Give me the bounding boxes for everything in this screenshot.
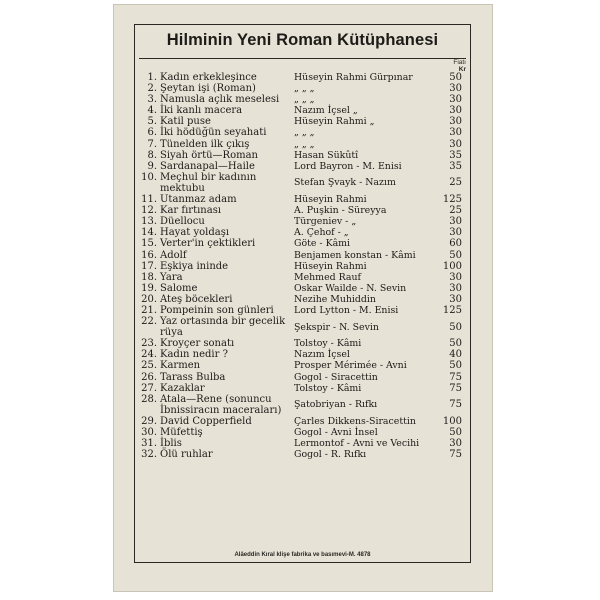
book-row [135,283,470,294]
book-row [135,116,470,127]
book-number: 12. [141,205,157,217]
book-price: 35 [449,149,462,161]
book-number: 15. [141,238,157,250]
book-author: Hüseyin Rahmi [294,194,367,206]
book-number: 24. [141,349,157,361]
book-title: Namusla açlık meselesi [160,94,280,106]
book-price: 30 [449,94,462,106]
book-author: Çarles Dikkens-Siracettin [294,415,416,427]
book-author: Oskar Wailde - N. Sevin [294,282,407,294]
book-number: 7. [147,138,157,150]
book-price: 30 [449,282,462,294]
book-row [135,139,470,150]
book-number: 11. [141,194,157,206]
book-number: 27. [141,382,157,394]
book-title: Hayat yoldaşı [160,227,230,239]
book-number: 29. [141,415,157,427]
book-title: İki hödüğün seyahati [160,127,267,139]
book-title: Tarass Bulba [160,371,226,383]
book-number: 19. [141,282,157,294]
book-author: Hüseyin Rahmi [294,260,367,272]
book-price: 30 [449,105,462,117]
book-row [135,216,470,227]
book-number: 9. [147,160,157,172]
book-price: 100 [442,260,462,272]
book-number: 17. [141,260,157,272]
book-author: Prosper Mérimée - Avni [294,360,407,372]
book-list [135,72,470,460]
book-author: Nazım İçsel „ [294,105,358,117]
book-author: A. Puşkin - Süreyya [294,205,387,217]
book-number: 18. [141,271,157,283]
book-number: 31. [141,438,157,450]
book-price: 30 [449,138,462,150]
book-price: 30 [449,293,462,305]
book-number: 4. [147,105,157,117]
book-number: 20. [141,293,157,305]
book-author: Gogol - R. Rıfkı [294,449,367,461]
book-title: Şeytan işi (Roman) [160,83,256,95]
book-row [135,161,470,172]
book-price: 60 [449,238,462,250]
book-number: 13. [141,216,157,228]
book-number: 30. [141,427,157,438]
book-author: Lord Bayron - M. Enisi [294,160,402,172]
book-row [135,105,470,116]
book-author: Gogol - Avni İnsel [294,427,378,438]
book-title: Kadın nedir ? [160,349,228,361]
book-title: Atala—Rene (sonuncu İbnissiracın maceraları) [160,393,282,416]
book-price: 30 [449,116,462,128]
book-price: 50 [449,72,462,83]
book-price: 30 [449,438,462,450]
book-row [135,72,470,83]
book-row [135,427,470,438]
book-title: İki kanlı macera [160,105,243,117]
book-row [135,360,470,371]
book-price: 25 [449,205,462,217]
book-title: Yara [160,271,183,283]
book-row [135,127,470,138]
book-number: 28. [141,393,157,405]
book-row [135,94,470,105]
book-number: 5. [147,116,157,128]
book-row [135,272,470,283]
book-title: Kroyçer sonatı [160,338,235,350]
book-title: Verter'in çektikleri [160,238,256,250]
book-title: David Copperfield [160,415,252,427]
book-row [135,383,470,394]
book-title: Salome [160,282,198,294]
book-back-cover [113,4,493,592]
book-row [135,172,470,194]
book-number: 16. [141,249,157,261]
book-price: 125 [442,194,462,206]
book-row [135,150,470,161]
catalog-frame [134,24,471,563]
book-price: 50 [449,338,462,350]
book-title: Utanmaz adam [160,194,237,206]
book-price: 30 [449,227,462,239]
book-author: Hüseyin Rahmi „ [294,116,375,128]
book-row [135,83,470,94]
book-price: 30 [449,127,462,139]
book-title: Kazaklar [160,382,205,394]
book-row [135,305,470,316]
book-author: „ „ „ [294,138,315,150]
book-title: Katil puse [160,116,211,128]
book-number: 26. [141,371,157,383]
price-label: Fiatı [453,59,466,66]
book-price: 25 [449,177,462,189]
book-author: Gogol - Siracettin [294,371,378,383]
price-column-header [453,59,466,73]
book-title: İblis [160,438,182,450]
book-author: Hüseyin Rahmi Gürpınar [294,72,413,83]
book-row [135,250,470,261]
book-number: 10. [141,171,157,183]
book-price: 50 [449,360,462,372]
book-price: 125 [442,304,462,316]
book-author: Nezihe Muhiddin [294,293,376,305]
book-title: Kar fırtınası [160,205,222,217]
book-number: 25. [141,360,157,372]
book-author: Tolstoy - Kâmi [294,338,362,350]
book-author: Nazım İçsel [294,349,350,361]
book-number: 3. [147,94,157,106]
book-author: Tolstoy - Kâmi [294,382,362,394]
book-price: 30 [449,83,462,95]
book-author: „ „ „ [294,94,315,106]
book-row [135,294,470,305]
book-author: Şatobriyan - Rıfkı [294,399,378,411]
book-number: 1. [147,72,157,83]
book-row [135,261,470,272]
book-price: 50 [449,427,462,438]
book-number: 21. [141,304,157,316]
book-author: Şekspir - N. Sevin [294,321,379,333]
book-number: 32. [141,449,157,461]
book-title: Ölü ruhlar [160,449,213,461]
book-row [135,238,470,249]
book-author: Hasan Sükûtî [294,149,359,161]
book-row [135,372,470,383]
book-number: 23. [141,338,157,350]
book-price: 75 [449,382,462,394]
book-price: 35 [449,160,462,172]
book-author: Lord Lytton - M. Enisi [294,304,399,316]
book-price: 75 [449,449,462,461]
book-title: Pompeinin son günleri [160,304,274,316]
book-number: 22. [141,316,157,328]
title-divider [139,58,466,59]
book-row [135,449,470,460]
book-title: Meçhul bir kadının mektubu [160,171,257,194]
book-author: „ „ „ [294,83,315,95]
book-author: Göte - Kâmi [294,238,351,250]
book-row [135,316,470,338]
book-row [135,227,470,238]
book-row [135,338,470,349]
book-row [135,438,470,449]
book-title: Siyah örtü—Roman [160,149,258,161]
book-row [135,394,470,416]
book-number: 8. [147,149,157,161]
book-author: A. Çehof - „ [294,227,349,239]
book-title: Müfettiş [160,427,203,438]
book-title: Tünelden ilk çıkış [160,138,250,150]
book-title: Ateş böcekleri [160,293,233,305]
book-row [135,349,470,360]
book-price: 100 [442,415,462,427]
book-author: Türgeniev - „ [294,216,357,228]
book-author: Mehmed Rauf [294,271,361,283]
book-title: Yaz ortasında bir gecelik rüya [160,316,286,339]
book-author: Benjamen konstan - Kâmi [294,249,416,261]
book-title: Adolf [160,249,187,261]
book-price: 50 [449,321,462,333]
book-title: Kadın erkekleşince [160,72,257,83]
book-author: „ „ „ [294,127,315,139]
book-price: 50 [449,249,462,261]
book-author: Stefan Şvayk - Nazım [294,177,396,189]
book-row [135,205,470,216]
book-number: 6. [147,127,157,139]
book-author: Lermontof - Avni ve Vecihi [294,438,420,450]
book-title: Eşkiya ininde [160,260,229,272]
book-title: Karmen [160,360,201,372]
book-row [135,416,470,427]
book-row [135,194,470,205]
book-number: 14. [141,227,157,239]
book-title: Sardanapal—Haile [160,160,255,172]
book-price: 75 [449,399,462,411]
price-unit: Kr [458,66,466,73]
book-title: Düellocu [160,216,205,228]
book-price: 30 [449,216,462,228]
book-number: 2. [147,83,157,95]
book-price: 75 [449,371,462,383]
printer-imprint: Alâeddin Kıral klişe fabrika ve basımevi-M. 4878 [234,552,371,558]
book-price: 40 [449,349,462,361]
page-title: Hilminin Yeni Roman Kütüphanesi [166,31,439,49]
book-price: 30 [449,271,462,283]
